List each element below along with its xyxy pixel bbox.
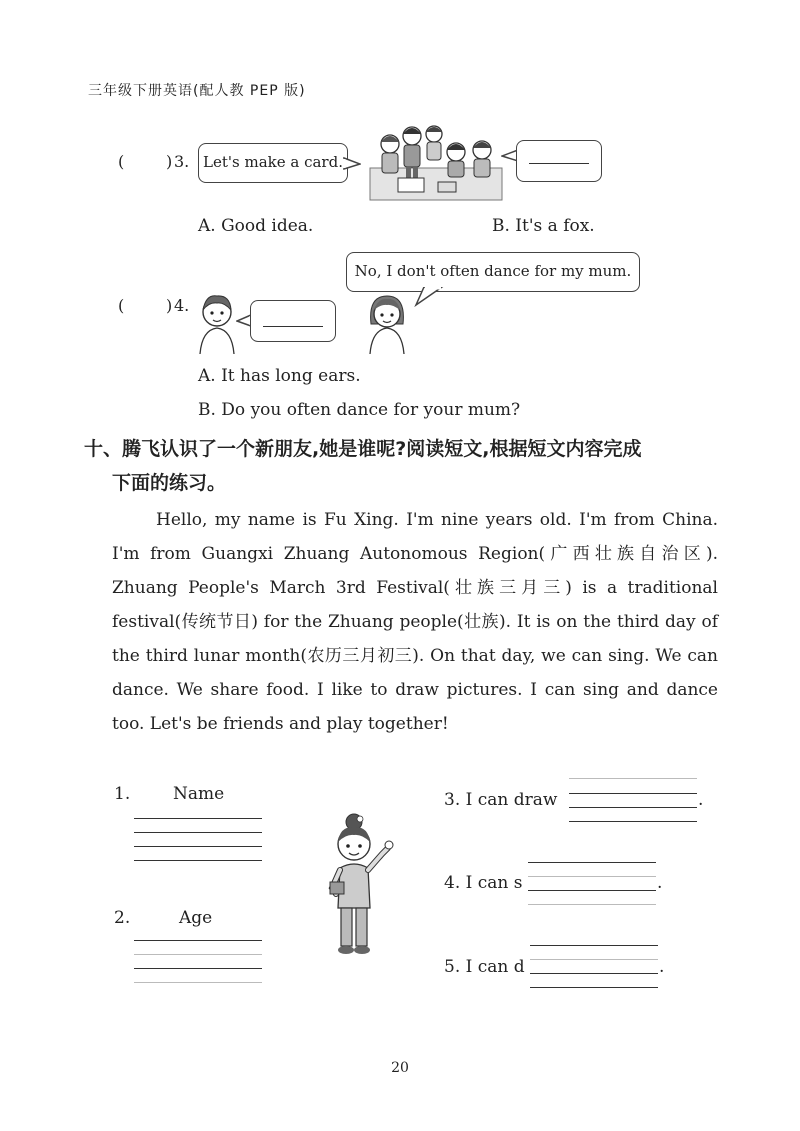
fu-xing-girl-illustration — [322, 812, 394, 956]
exercise-5-text: 5. I can d — [444, 957, 525, 977]
exercise-2-number: 2. — [114, 908, 131, 928]
q3-speech-bubble-left — [198, 143, 348, 183]
q4-speech-bubble-right — [346, 252, 640, 292]
boy-illustration — [194, 290, 240, 354]
exercise-4-line-a[interactable] — [528, 862, 656, 863]
q3-bubble-answer-line[interactable] — [529, 163, 589, 164]
q3-answer-paren-open: ( — [118, 152, 125, 171]
exercise-5-line-a[interactable] — [530, 945, 658, 946]
exercise-5-line-c[interactable] — [530, 987, 658, 988]
q4-bubble-tail-icon — [414, 287, 444, 307]
exercise-3-line-c[interactable] — [569, 821, 697, 822]
q3-number: 3. — [174, 152, 190, 171]
q4-bubble-text: No, I don't often dance for my mum. — [354, 262, 632, 280]
exercise-4-guide-line — [528, 876, 656, 877]
q3-answer-blank[interactable] — [140, 150, 164, 172]
exercise-5-period: . — [659, 957, 665, 977]
q3-answer-paren-close: ) — [166, 152, 173, 171]
q3-speech-bubble-right — [516, 140, 602, 182]
exercise-4-guide-line-bottom — [528, 904, 656, 905]
exercise-1-label: Name — [173, 784, 225, 804]
page-header: 三年级下册英语(配人教 PEP 版) — [88, 83, 306, 99]
exercise-3-text: 3. I can draw — [444, 790, 558, 810]
section-10-title-line2: 下面的练习。 — [112, 472, 227, 494]
exercise-1-writing-lines[interactable] — [134, 818, 262, 862]
exercise-4-text: 4. I can s — [444, 873, 523, 893]
q3-bubble-tail-icon — [343, 156, 361, 172]
q4-speech-bubble-left — [250, 300, 336, 342]
exercise-5-line-b[interactable] — [530, 973, 658, 974]
q4-answer-paren-close: ) — [166, 296, 173, 315]
exercise-2-label: Age — [179, 908, 213, 928]
q4-answer-paren-open: ( — [118, 296, 125, 315]
exercise-1-number: 1. — [114, 784, 131, 804]
q4-option-a: A. It has long ears. — [198, 366, 361, 386]
exercise-3-line-a[interactable] — [569, 793, 697, 794]
exercise-4-line-b[interactable] — [528, 890, 656, 891]
q3-bubble-text: Let's make a card. — [203, 153, 343, 171]
q4-bubble-answer-line[interactable] — [263, 326, 323, 327]
girl-illustration — [364, 290, 410, 354]
q3-option-b: B. It's a fox. — [492, 216, 595, 236]
kids-making-card-illustration — [368, 122, 504, 202]
page-number: 20 — [391, 1060, 409, 1076]
q4-number: 4. — [174, 296, 190, 315]
exercise-2-writing-lines[interactable] — [134, 940, 262, 984]
exercise-5-guide-line — [530, 959, 658, 960]
q4-answer-blank[interactable] — [140, 294, 164, 316]
exercise-4-period: . — [657, 873, 663, 893]
exercise-3-guide-line-top — [569, 778, 697, 779]
exercise-3-period: . — [698, 790, 704, 810]
reading-passage: Hello, my name is Fu Xing. I'm nine years old. I'm from China. I'm from Guangxi Zhuang Autonomous Region(广西壮族自治区). Zhuang People's March 3rd Festival(壮族三月三) is a traditional festival(传统节日) for the Zhuang people(壮族). It is on the third day of the third lunar month(农历三月初三). On that day, we can sing. We can dance. We share food. I like to draw pictures. I can sing and dance too. Let's be friends and play together! — [112, 510, 718, 734]
section-10-title-line1: 十、腾飞认识了一个新朋友,她是谁呢?阅读短文,根据短文内容完成 — [84, 438, 642, 460]
q3-option-a: A. Good idea. — [198, 216, 314, 236]
q4-option-b: B. Do you often dance for your mum? — [198, 400, 521, 420]
exercise-3-line-b[interactable] — [569, 807, 697, 808]
